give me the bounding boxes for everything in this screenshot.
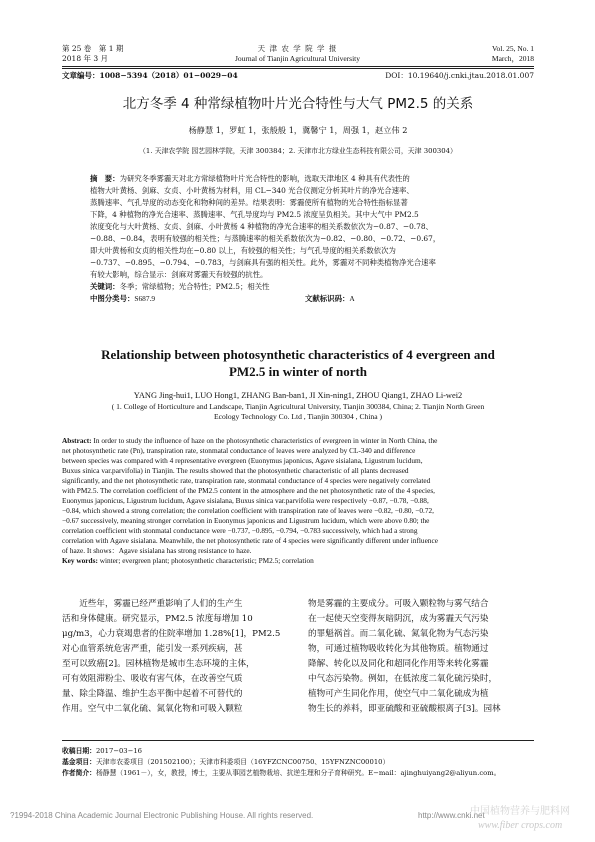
- authors-cn: 杨静慧 1，罗虹 1，张般般 1，冀馨宁 1，周强 1，赵立伟 2: [188, 125, 408, 135]
- date-cn: 2018 年 3 月: [62, 54, 109, 63]
- article-number: 文章编号：1008−5394（2018）01−0029−04: [62, 71, 238, 80]
- footnote-text: 2017−03−16: [95, 747, 142, 755]
- cnki-url[interactable]: http://www.cnki.net: [418, 811, 485, 820]
- footnote: [62, 768, 542, 779]
- body-text-line: 量、除尘降温、维护生态平衡中起着不可替代的: [62, 689, 243, 699]
- volume-en: Vol. 25, No. 1: [492, 44, 534, 53]
- abstract-en-line: [62, 436, 534, 446]
- doc-code-value: A: [349, 294, 355, 303]
- abstract-en-line: correlation with Agave sisialana. Meanwhile, the net photosynthetic rate of 4 species were significantly different under influence: [62, 536, 438, 545]
- affiliation-cn: （1. 天津农学院 园艺园林学院，天津 300384；2. 天津市北方绿业生态科技有限公司，天津 300304）: [139, 147, 457, 155]
- body-text-line: 近些年，雾霾已经严重影响了人们的生产生: [62, 599, 243, 609]
- title-en: [62, 346, 534, 380]
- doc-code: [305, 293, 355, 305]
- clc-code: S687.9: [134, 294, 156, 303]
- classification-row: [90, 293, 520, 305]
- abstract-cn-line: 下降，4 种植物的净光合速率、蒸腾速率、气孔导度均与 PM2.5 浓度呈负相关。其中大气中 PM2.5: [90, 210, 419, 219]
- keywords-en-text: winter; evergreen plant; photosynthetic characteristic; PM2.5; correlation: [99, 556, 314, 565]
- keywords-cn: [90, 281, 520, 293]
- abstract-en-line: between species was compared with 4 representative evergreen (Euonymus japonicus, Agave sisialana, Ligustrum lucidum,: [62, 456, 423, 465]
- body-text-line: 对心血管系统危害严重，能引发一系列疾病，甚: [62, 644, 243, 654]
- keywords-en: [62, 556, 534, 566]
- journal-name-en: Journal of Tianjin Agricultural University: [235, 54, 360, 63]
- abstract-cn-text: 为研究冬季雾霾天对北方常绿植物叶片光合特性的影响，选取天津地区 4 种具有代表性的: [119, 174, 410, 183]
- footnote: [62, 757, 542, 768]
- body-text-line: μg/m3，心力衰竭患者的住院率增加 1.28%[1]，PM2.5: [62, 629, 281, 639]
- abstract-cn-line: 植物大叶黄杨、剑麻、女贞、小叶黄杨为材料，用 CL−340 光合仪测定分析其叶片的净光合速率、: [90, 186, 414, 195]
- footnote-rule: [62, 740, 534, 741]
- doi: DOI：10.19640/j.cnki.jtau.2018.01.007: [385, 71, 534, 80]
- body-text-line: 物生长的养料，即亚硫酸和亚硫酸根离子[3]。园林: [308, 704, 501, 714]
- abstract-cn-line: 浓度变化与大叶黄杨、女贞、剑麻、小叶黄杨 4 种植物的净光合速率的相关系数依次为−0.87、−0.78、: [90, 222, 433, 231]
- body-text-line: 活和身体健康。研究显示，PM2.5 浓度每增加 10: [62, 614, 253, 624]
- abstract-cn-line: [90, 173, 520, 185]
- abstract-en-text: In order to study the influence of haze on the photosynthetic characteristics of evergreen in winter in North China, the: [93, 436, 438, 445]
- header-rule-thin: [62, 68, 534, 69]
- abstract-en-line: with PM2.5. The correlation coefficient of the PM2.5 content in the atmosphere and the net photosynthetic rate of the 4 species,: [62, 486, 435, 495]
- footnotes: [62, 746, 542, 779]
- abstract-cn-line: −0.737、−0.895、−0.794、−0.783，与剑麻具有强的相关性。此外，雾霾对不同种类植物净光合速率: [90, 258, 436, 267]
- volume-cn: 第 25 卷 第 1 期: [62, 44, 124, 53]
- keywords-en-label: Key words:: [62, 556, 98, 565]
- abstract-en-line: significantly, and the net photosynthetic rate, transpiration rate, stonmatal conductance of 4 species were negatively correlated: [62, 476, 431, 485]
- body-text-line: 物，可通过植物吸收转化为其他物质。植物通过: [308, 644, 489, 654]
- body-text-line: 的罪魁祸首。而二氧化硫、氮氧化物为气态污染: [308, 629, 489, 639]
- body-column-left: [62, 597, 294, 717]
- body-text-line: 在一起使天空变得灰暗阴沉，成为雾霾天气污染: [308, 614, 489, 624]
- clc-label: 中图分类号：: [90, 294, 135, 303]
- footnote-label: 基金项目：: [62, 758, 96, 766]
- date-en: March，2018: [491, 54, 534, 63]
- affiliation-en-line-2: Ecology Technology Co. Ltd , Tianjin 300304 , China ): [213, 412, 383, 421]
- abstract-en-line: of haze. It shows：Agave sisialana has strong resistance to haze.: [62, 546, 252, 555]
- watermark-en: www.fiber crops.com: [478, 820, 563, 831]
- doc-code-label: 文献标识码：: [305, 294, 350, 303]
- abstract-en-label: Abstract:: [62, 436, 92, 445]
- body-text-line: 物是雾霾的主要成分。可吸入颗粒物与雾气结合: [308, 599, 489, 609]
- abstract-en-line: net photosynthetic rate (Pn), transpiration rate, stonmatal conductance of leaves were analyzed by CL-340 and difference: [62, 446, 416, 455]
- affiliation-en: [62, 402, 534, 422]
- body-text-line: 植物可产生同化作用，使空气中二氧化硫成为植: [308, 689, 489, 699]
- journal-name-cn: 天 津 农 学 院 学 报: [257, 44, 338, 53]
- abstract-en-body: [62, 436, 534, 556]
- footnote-label: 作者简介：: [62, 769, 96, 777]
- title-cn: 北方冬季 4 种常绿植物叶片光合特性与大气 PM2.5 的关系: [122, 96, 474, 112]
- body-text-line: 至可以致癌[2]。园林植物是城市生态环境的主体，: [62, 659, 255, 669]
- abstract-en-line: correlation coefficient with stonmatal conductance were −0.737, −0.895, −0.794, −0.783 successively, which had a strong: [62, 526, 418, 535]
- header-rule: [62, 66, 534, 67]
- abstract-en-line: −0.67 successively, meaning stronger correlation in Euonymus japonicus and Ligustrum lucidum, which were above 0.80; the: [62, 516, 430, 525]
- footnote-text: 天津市农委项目（201502100）；天津市科委项目（16YFZCNC00750、15YFNZNC00010）: [95, 758, 390, 766]
- body-column-right: [308, 597, 536, 717]
- abstract-cn: [90, 173, 520, 305]
- footnote-label: 收稿日期：: [62, 747, 96, 755]
- abstract-en: [62, 436, 534, 566]
- keywords-cn-label: 关键词：: [90, 282, 120, 291]
- abstract-cn-line: 有较大影响，综合显示：剑麻对雾霾天有较强的抗性。: [90, 270, 268, 279]
- abstract-cn-label: 摘 要：: [90, 174, 120, 183]
- title-en-line-1: Relationship between photosynthetic characteristics of 4 evergreen and: [101, 347, 495, 362]
- title-en-line-2: PM2.5 in winter of north: [228, 364, 368, 379]
- body-text-line: 可有效阻滞粉尘、吸收有害气体，在改善空气质: [62, 674, 243, 684]
- abstract-cn-body: [90, 173, 520, 281]
- watermark-cn: 中国植物营养与肥料网: [470, 806, 570, 817]
- authors-en: YANG Jing-hui1, LUO Hong1, ZHANG Ban-ban1, JI Xin-ning1, ZHOU Qiang1, ZHAO Li-wei2: [133, 391, 463, 400]
- abstract-en-line: Euonymus japonicus, Ligustrum lucidum, Agave sisialana, Buxus sinica var.parvifolia were respectively −0.87, −0.78, −0.88,: [62, 496, 429, 505]
- body-text-line: 作用。空气中二氧化硫、氮氧化物和可吸入颗粒: [62, 704, 243, 714]
- abstract-cn-line: −0.88、−0.84，表明有较强的相关性；与蒸腾速率的相关系数依次为−0.82、−0.80、−0.72、−0.67，: [90, 234, 441, 243]
- body-text-line: 降解、转化以及同化和超同化作用等来转化雾霾: [308, 659, 489, 669]
- abstract-cn-line: 蒸腾速率、气孔导度的动态变化和物种间的差异。结果表明：雾霾使所有植物的光合特性指标显著: [90, 198, 408, 207]
- abstract-cn-line: 即大叶黄杨和女贞的相关性均在−0.80 以上，有较强的相关性；与气孔导度的相关系数依次为: [90, 246, 396, 255]
- affiliation-en-line-1: ( 1. College of Horticulture and Landscape, Tianjin Agricultural University, Tianjin 300384, China; 2. Tianjin North Green: [111, 402, 485, 411]
- body-text-line: 中气态污染物。例如，在低浓度二氧化硫污染时，: [308, 674, 498, 684]
- abstract-en-line: Buxus sinica var.parvifolia) in Tianjin. The results showed that the photosynthetic characteristic of all plants decreased: [62, 466, 409, 475]
- keywords-cn-text: 冬季；常绿植物；光合特性；PM2.5；相关性: [119, 282, 270, 291]
- footnote-text: 杨静慧（1961－），女，教授，博士，主要从事园艺植物栽培、抗逆生理和分子育种研究。E−mail：ajinghuiyang2@aliyun.com。: [95, 769, 501, 777]
- footnote: [62, 746, 542, 757]
- abstract-en-line: −0.84, which showed a strong correlation; the correlation coefficient with transpiration rate of leaves were −0.82, −0.80, −0.72,: [62, 506, 434, 515]
- copyright-notice: ?1994-2018 China Academic Journal Electronic Publishing House. All rights reserved.: [10, 811, 314, 820]
